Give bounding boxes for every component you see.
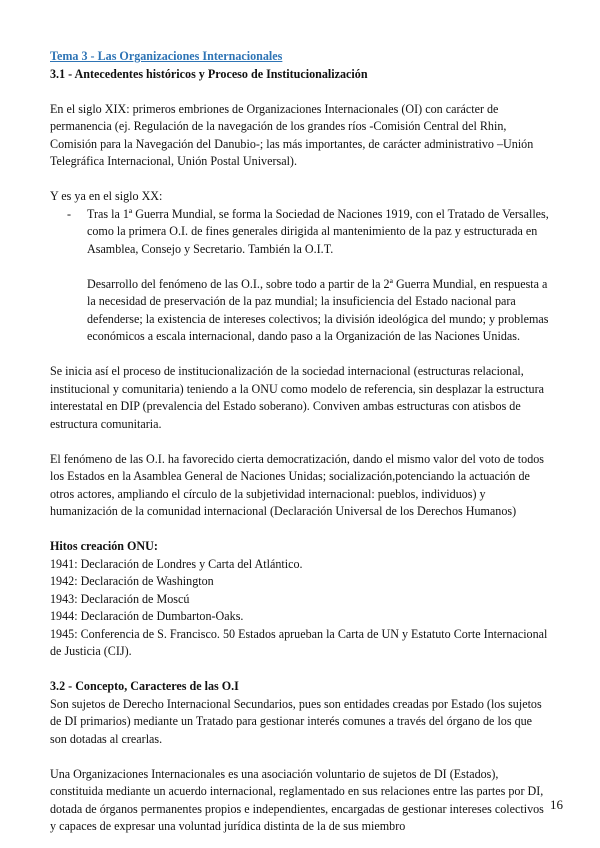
- spacer: [50, 346, 550, 364]
- list-item: [50, 206, 550, 259]
- spacer: [50, 171, 550, 189]
- hitos-heading: Hitos creación ONU:: [50, 539, 158, 553]
- bullet-dash: -: [67, 206, 72, 221]
- paragraph-definicion: Una Organizaciones Internacionales es una asociación voluntario de sujetos de DI (Estados), constituida mediante un acuerdo internacional, reglamentado en sus relaciones entre las partes por DI, dotada de órganos permanentes propios e independientes, encargadas de gestionar intereses colectivos y capaces de expresar una voluntad jurídica distinta de la de sus miembro: [50, 766, 544, 833]
- hito-item: 1942: Declaración de Washington: [50, 574, 214, 588]
- spacer: [50, 433, 550, 451]
- chapter-title: Tema 3 - Las Organizaciones Internacionales: [50, 49, 283, 63]
- section-heading-3-2: 3.2 - Concepto, Caracteres de las O.I: [50, 679, 239, 693]
- paragraph-sujetos: Son sujetos de Derecho Internacional Secundarios, pues son entidades creadas por Estado (los sujetos de DI primarios) mediante un Tratado para gestionar interés comunes a través del órgano de los que son dotadas al crearlas.: [50, 696, 542, 746]
- page-content: [50, 48, 550, 836]
- hito-item: 1944: Declaración de Dumbarton-Oaks.: [50, 609, 244, 623]
- page-number: 16: [550, 797, 563, 812]
- list-item-text: Tras la 1ª Guerra Mundial, se forma la Sociedad de Naciones 1919, con el Tratado de Versalles, como la primera O.I. de fines generales dirigida al mantenimiento de la paz y estructurada en Asamblea, Consejo y Secretario. También la O.I.T.: [87, 206, 549, 256]
- spacer: [50, 258, 550, 276]
- paragraph-democratizacion: El fenómeno de las O.I. ha favorecido cierta democratización, dando el mismo valor del voto de todos los Estados en la Asamblea General de Naciones Unidas; socialización,potenciando la actuación de otros actores, ampliando el círculo de la subjetividad internacional: pueblos, individuos) y humanización de la comunidad internacional (Declaración Universal de los Derechos Humanos): [50, 451, 544, 518]
- spacer: [50, 748, 550, 766]
- hito-item: 1943: Declaración de Moscú: [50, 591, 190, 606]
- spacer: [50, 521, 550, 539]
- paragraph-siglo-xx: Y es ya en el siglo XX:: [50, 189, 163, 203]
- hito-item: 1945: Conferencia de S. Francisco. 50 Estados aprueban la Carta de UN y Estatuto Corte Internacional de Justicia (CIJ).: [50, 626, 548, 658]
- hito-item: 1941: Declaración de Londres y Carta del Atlántico.: [50, 556, 303, 571]
- list-item-continuation: Desarrollo del fenómeno de las O.I., sobre todo a partir de la 2ª Guerra Mundial, en respuesta a la necesidad de preservación de la paz mundial; la insuficiencia del Estado nacional para defenderse; la existencia de intereses colectivos; la división ideológica del mundo; y problemas económicos a escala internacional, dando paso a la Organización de las Naciones Unidas.: [87, 276, 549, 343]
- spacer: [50, 83, 550, 101]
- section-heading-3-1: 3.1 - Antecedentes históricos y Proceso de Institucionalización: [50, 66, 368, 81]
- paragraph-institucionalizacion: Se inicia así el proceso de institucionalización de la sociedad internacional (estructuras relacional, institucional y comunitaria) teniendo a la ONU como modelo de referencia, sin desplazar la estructura interestatal en DIP (prevalencia del Estado soberano). Conviven ambas estructuras con atisbos de estructura comunitaria.: [50, 364, 544, 431]
- spacer: [50, 661, 550, 679]
- paragraph-siglo-xix: En el siglo XIX: primeros embriones de Organizaciones Internacionales (OI) con carácter de permanencia (ej. Regulación de la navegación de los grandes ríos -Comisión Central del Rhin, Comisión para la Navegación del Danubio-; las más importantes, de carácter administrativo –Unión Telegráfica Internacional, Unión Postal Universal).: [50, 101, 534, 168]
